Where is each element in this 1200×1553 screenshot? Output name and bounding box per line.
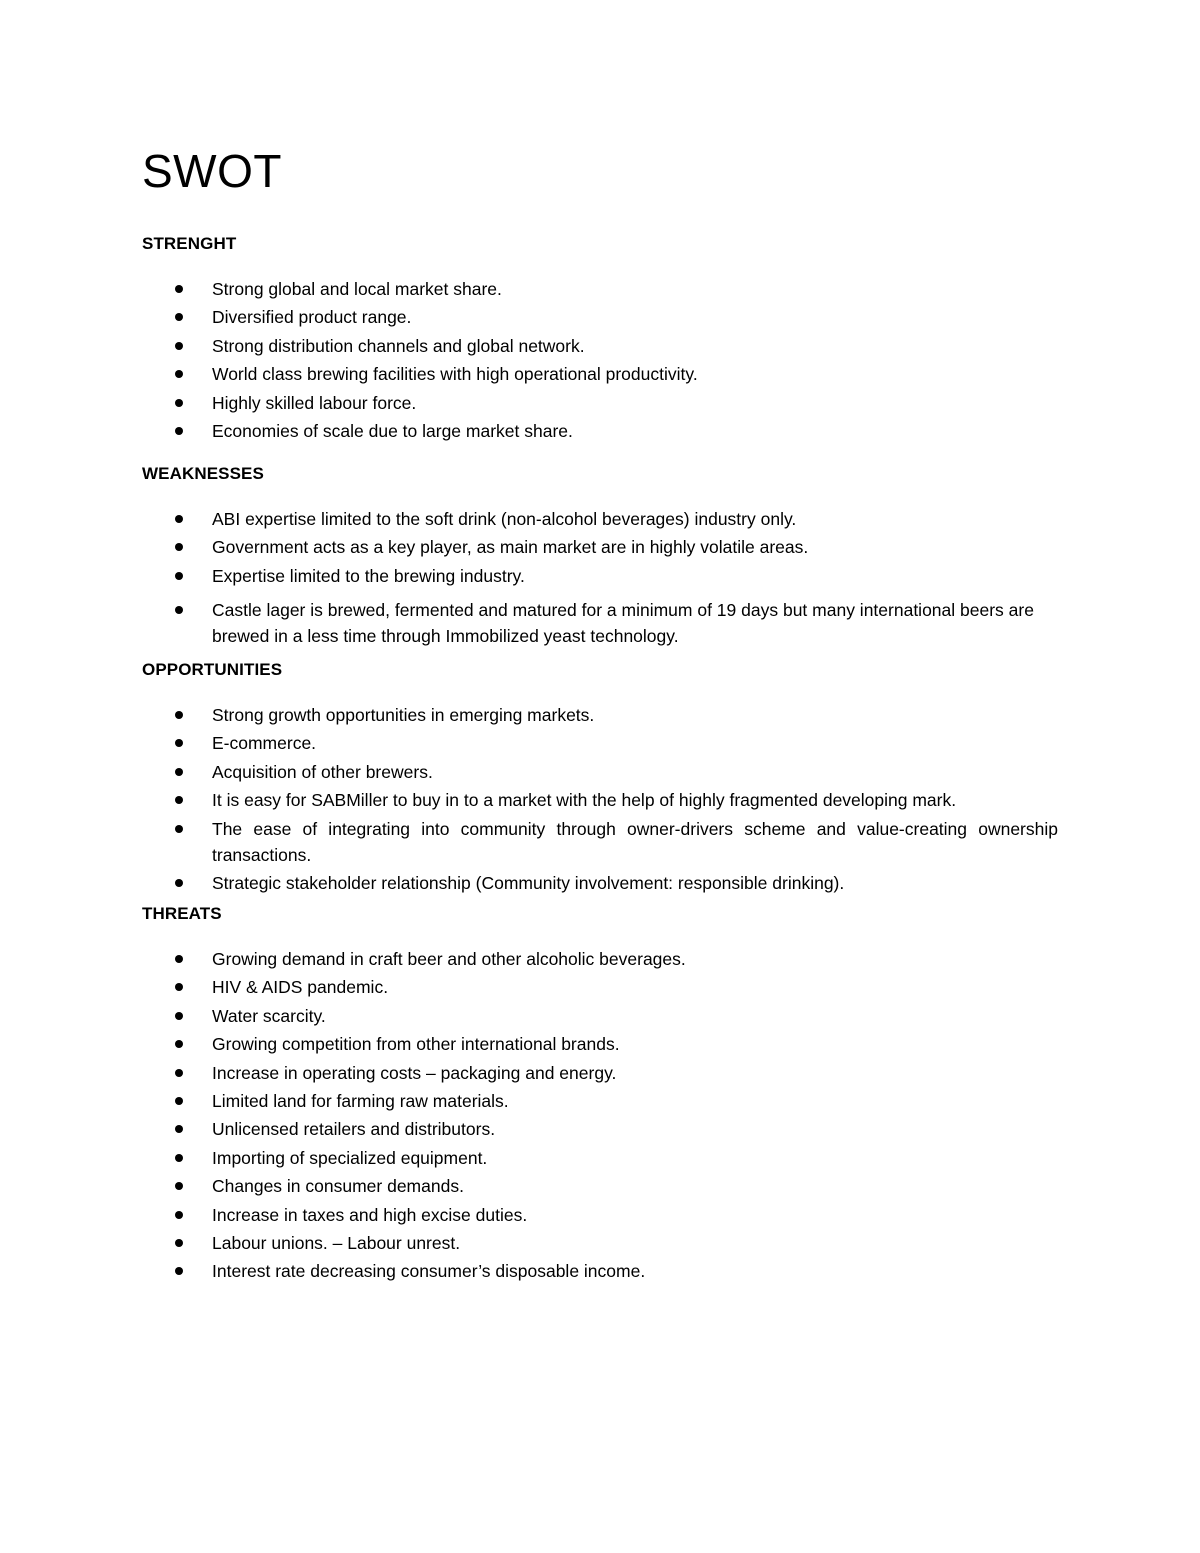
- list-item: [142, 787, 1058, 813]
- document-title: SWOT: [142, 145, 282, 197]
- list-item: [142, 418, 1058, 444]
- list-item-text: Strategic stakeholder relationship (Community involvement: responsible drinking).: [212, 872, 845, 893]
- list-item: [142, 1088, 1058, 1114]
- list-item: [142, 1116, 1058, 1142]
- list-item-text: Limited land for farming raw materials.: [212, 1090, 509, 1111]
- bullet-icon: [175, 515, 183, 523]
- list-item: [142, 333, 1058, 359]
- threats-list: [142, 946, 1058, 1284]
- bullet-icon: [175, 572, 183, 580]
- bullet-icon: [175, 1125, 183, 1133]
- list-item-text: Strong distribution channels and global network.: [212, 335, 585, 356]
- bullet-icon: [175, 955, 183, 963]
- list-item-text: Expertise limited to the brewing industry.: [212, 565, 525, 586]
- list-item: [142, 974, 1058, 1000]
- list-item: [142, 946, 1058, 972]
- list-item-text: Interest rate decreasing consumer’s disposable income.: [212, 1261, 646, 1282]
- list-item-text: World class brewing facilities with high operational productivity.: [212, 364, 698, 385]
- list-item: [142, 390, 1058, 416]
- bullet-icon: [175, 825, 183, 833]
- list-item-text: ABI expertise limited to the soft drink (non-alcohol beverages) industry only.: [212, 509, 797, 529]
- list-item: [142, 1145, 1058, 1171]
- bullet-icon: [175, 342, 183, 350]
- list-item: [142, 534, 1058, 560]
- list-item-text: Increase in taxes and high excise duties.: [212, 1204, 528, 1225]
- bullet-icon: [175, 739, 183, 747]
- bullet-icon: [175, 1182, 183, 1190]
- list-item: [142, 506, 1058, 532]
- strength-section: [142, 234, 1058, 446]
- bullet-icon: [175, 1211, 183, 1219]
- list-item: [142, 563, 1058, 589]
- opportunities-section: [142, 660, 1058, 898]
- bullet-icon: [175, 370, 183, 378]
- list-item: [142, 1003, 1058, 1029]
- bullet-icon: [175, 711, 183, 719]
- list-item-text: Strong global and local market share.: [212, 279, 502, 299]
- bullet-icon: [175, 983, 183, 991]
- list-item-text: Growing competition from other international brands.: [212, 1034, 620, 1055]
- list-item-text: Strong growth opportunities in emerging markets.: [212, 705, 595, 725]
- list-item-text: Water scarcity.: [212, 1005, 326, 1026]
- section-heading-weaknesses: WEAKNESSES: [142, 464, 264, 483]
- opportunities-list: [142, 702, 1058, 896]
- weaknesses-list: [142, 506, 1058, 649]
- list-item-text: Diversified product range.: [212, 307, 412, 328]
- section-heading-strength: STRENGHT: [142, 234, 237, 253]
- bullet-icon: [175, 606, 183, 614]
- list-item-text: Economies of scale due to large market share.: [212, 420, 573, 441]
- list-item-text: Growing demand in craft beer and other alcoholic beverages.: [212, 949, 686, 969]
- list-item-text: It is easy for SABMiller to buy in to a market with the help of highly fragmented developing mark.: [212, 790, 957, 811]
- list-item-text: Unlicensed retailers and distributors.: [212, 1119, 496, 1140]
- bullet-icon: [175, 1040, 183, 1048]
- bullet-icon: [175, 1267, 183, 1275]
- bullet-icon: [175, 285, 183, 293]
- list-item-text: Government acts as a key player, as main market are in highly volatile areas.: [212, 537, 809, 558]
- list-item: [142, 816, 1058, 868]
- list-item-text: Changes in consumer demands.: [212, 1176, 464, 1197]
- bullet-icon: [175, 1012, 183, 1020]
- section-heading-opportunities: OPPORTUNITIES: [142, 660, 283, 679]
- weaknesses-section: [142, 464, 1058, 651]
- list-item: [142, 730, 1058, 756]
- list-item: [142, 361, 1058, 387]
- list-item: [142, 759, 1058, 785]
- list-item-text: The ease of integrating into community through owner-drivers scheme and value-creating ownership transactions.: [212, 818, 1058, 865]
- section-heading-threats: THREATS: [142, 904, 222, 923]
- list-item: [142, 1173, 1058, 1199]
- list-item: [142, 1258, 1058, 1284]
- bullet-icon: [175, 1154, 183, 1162]
- strength-list: [142, 276, 1058, 444]
- bullet-icon: [175, 543, 183, 551]
- list-item: [142, 1230, 1058, 1256]
- bullet-icon: [175, 399, 183, 407]
- list-item-text: Importing of specialized equipment.: [212, 1147, 488, 1168]
- list-item-text: Castle lager is brewed, fermented and matured for a minimum of 19 days but many international beers are brewed in a less time through Immobilized yeast technology.: [212, 599, 1034, 646]
- list-item-text: Acquisition of other brewers.: [212, 761, 433, 782]
- list-item-text: E-commerce.: [212, 733, 317, 754]
- list-item-text: Highly skilled labour force.: [212, 392, 417, 413]
- list-item-text: Increase in operating costs – packaging and energy.: [212, 1062, 617, 1083]
- list-item: [142, 1202, 1058, 1228]
- bullet-icon: [175, 1097, 183, 1105]
- list-item: [142, 597, 1058, 649]
- bullet-icon: [175, 313, 183, 321]
- list-item-text: HIV & AIDS pandemic.: [212, 977, 389, 998]
- bullet-icon: [175, 879, 183, 887]
- bullet-icon: [175, 427, 183, 435]
- bullet-icon: [175, 796, 183, 804]
- threats-section: [142, 904, 1058, 1287]
- bullet-icon: [175, 1069, 183, 1077]
- list-item: [142, 870, 1058, 896]
- list-item-text: Labour unions. – Labour unrest.: [212, 1232, 461, 1253]
- list-item: [142, 304, 1058, 330]
- list-item: [142, 276, 1058, 302]
- list-item: [142, 1031, 1058, 1057]
- bullet-icon: [175, 1239, 183, 1247]
- list-item: [142, 702, 1058, 728]
- bullet-icon: [175, 768, 183, 776]
- list-item: [142, 1060, 1058, 1086]
